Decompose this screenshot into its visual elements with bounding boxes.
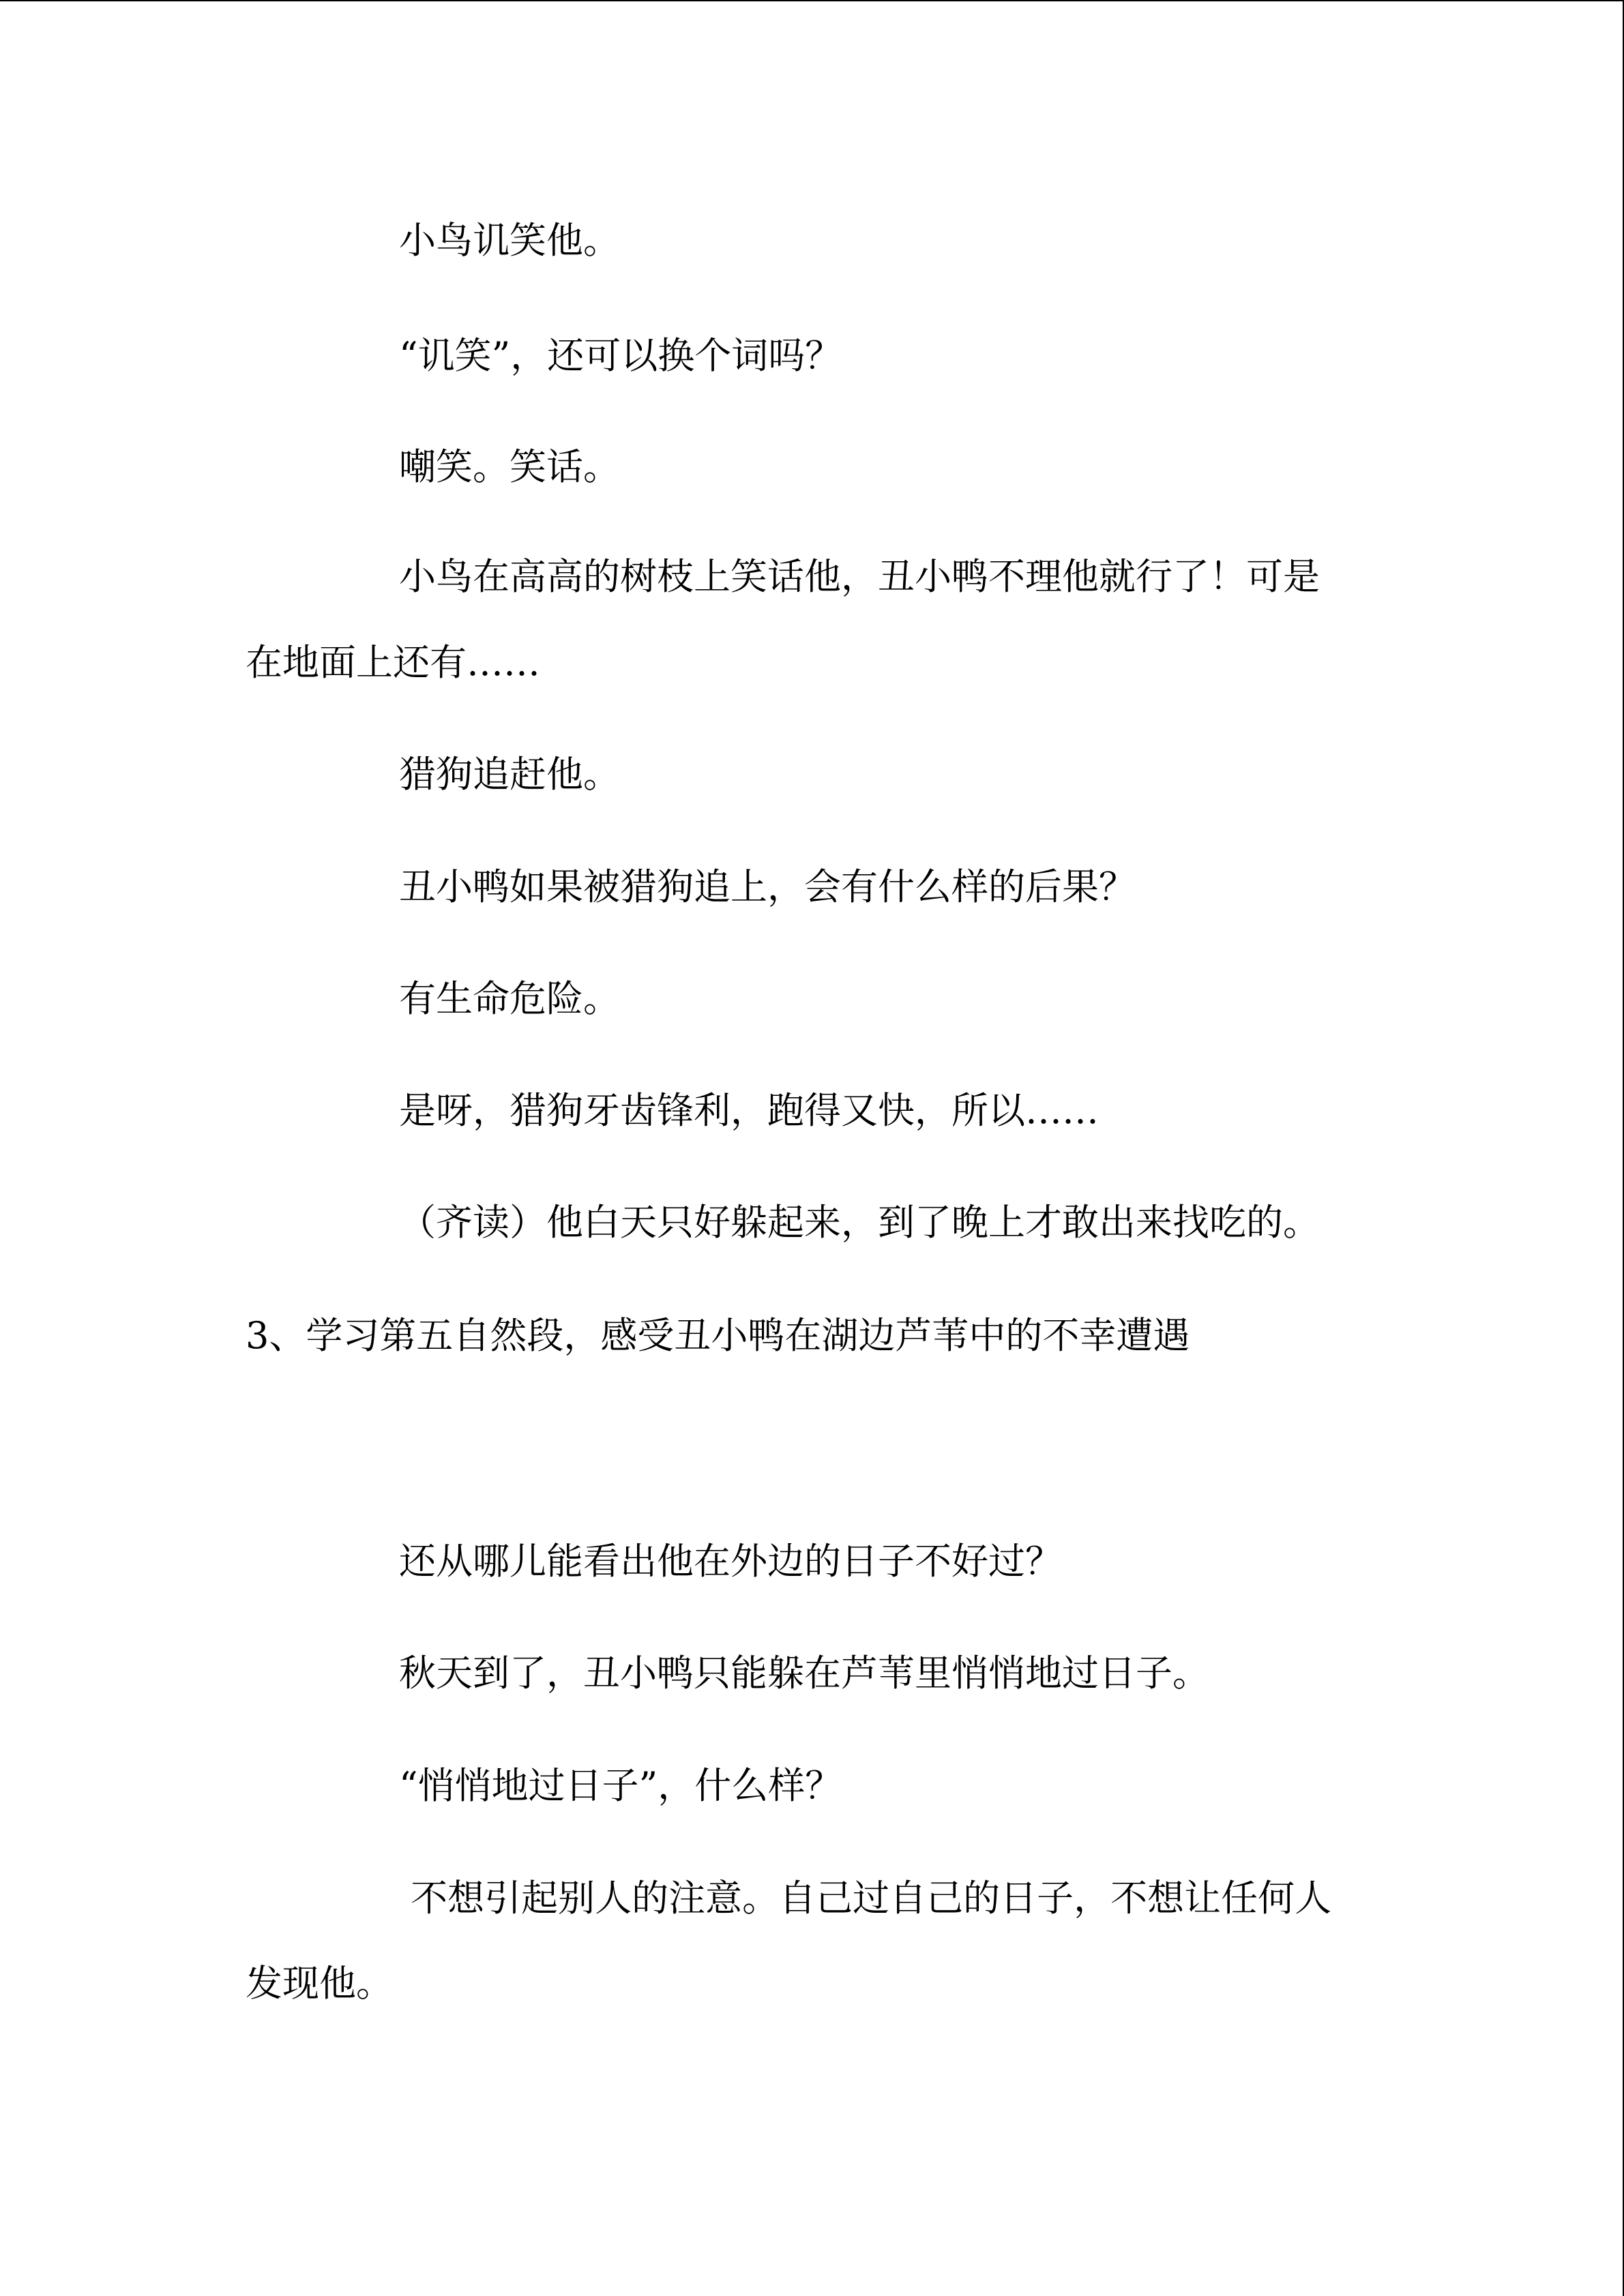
paragraph-line: 发现他。 — [246, 1962, 393, 2005]
paragraph-line: 猎狗追赶他。 — [399, 753, 620, 796]
paragraph-line: 丑小鸭如果被猎狗追上，会有什么样的后果？ — [399, 865, 1136, 908]
paragraph-line: 不想引起别人的注意。自己过自己的日子，不想让任何人 — [399, 1877, 1332, 1920]
paragraph-line: 秋天到了，丑小鸭只能躲在芦苇里悄悄地过日子。 — [399, 1652, 1209, 1695]
paragraph-line: 有生命危险。 — [399, 977, 620, 1020]
paragraph-line: 是呀，猎狗牙齿锋利，跑得又快，所以…… — [399, 1089, 1099, 1132]
paragraph-line: “讥笑”，还可以换个词吗？ — [399, 334, 842, 377]
paragraph-line: “悄悄地过日子”，什么样？ — [399, 1764, 842, 1807]
paragraph-line: 小鸟讥笑他。 — [399, 219, 620, 262]
paragraph-line: 在地面上还有…… — [246, 641, 540, 684]
paragraph-line: （齐读）他白天只好躲起来，到了晚上才敢出来找吃的。 — [399, 1201, 1320, 1244]
paragraph-line: 嘲笑。笑话。 — [399, 445, 620, 488]
paragraph-line: 还从哪儿能看出他在外边的日子不好过？ — [399, 1540, 1062, 1583]
section-heading: 3、学习第五自然段，感受丑小鸭在湖边芦苇中的不幸遭遇 — [246, 1314, 1190, 1357]
paragraph-line: 小鸟在高高的树枝上笑话他，丑小鸭不理他就行了！可是 — [399, 555, 1320, 598]
